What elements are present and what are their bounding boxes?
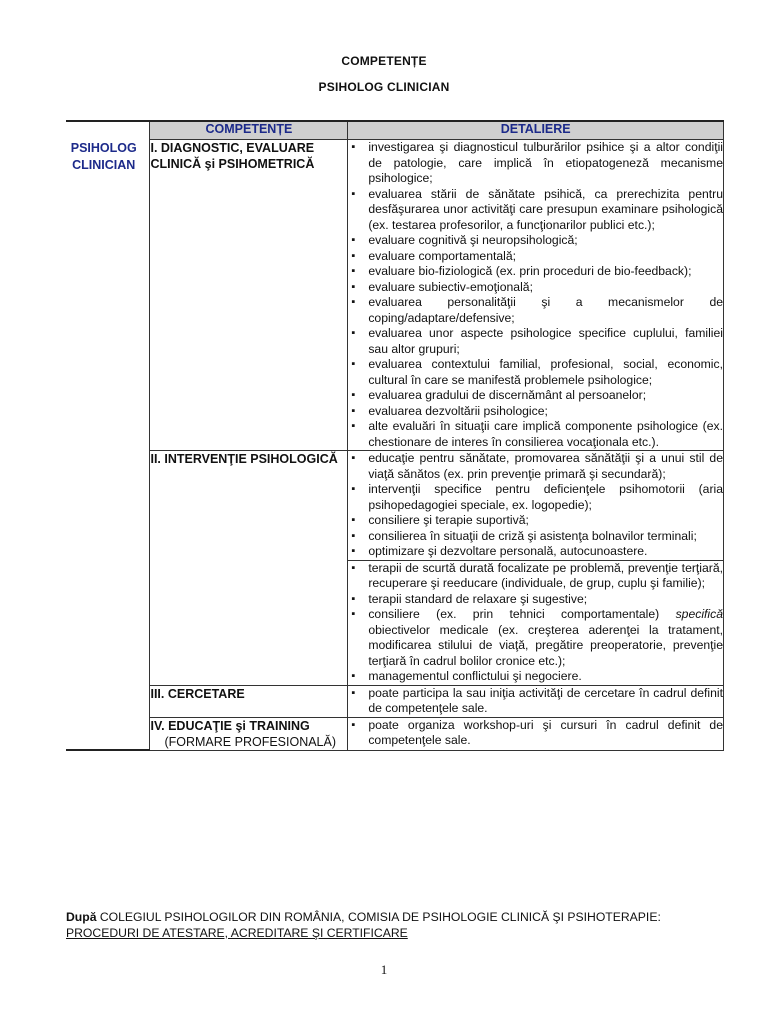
details-list (348, 451, 723, 560)
role-line-1: PSIHOLOG (70, 140, 137, 155)
details-list (348, 561, 723, 685)
detail-item: ▪ evaluarea stării de sănătate psihică, ca prerechizita pentru desfăşurarea unor activităţi care presupun examinare psihologică (ex. testarea profesorilor, a funcţionarilor publici etc.); (348, 187, 723, 234)
detail-item: ▪ consilierea în situaţii de criză şi asistenţa bolnavilor terminali; (348, 529, 723, 545)
detail-item: ▪ investigarea şi diagnosticul tulburărilor psihice şi a altor condiţii de patologie, care implică în etiopatogeneză mecanisme psihologice; (348, 140, 723, 187)
competence-cercetare: III. CERCETARE (150, 685, 348, 717)
detail-item: ▪ evaluarea gradului de discernământ al persoanelor; (348, 388, 723, 404)
detail-item: ▪ evaluare bio-fiziologică (ex. prin proceduri de bio-feedback); (348, 264, 723, 280)
table-corner-cell (66, 121, 150, 140)
detail-item: ▪ consiliere (ex. prin tehnici comportamentale) specifică obiectivelor medicale (ex. creşterea aderenţei la tratament, modificarea stilului de viaţă, pregătire preoperatorie, prevenţie terţiară în cadrul bolilor cronice etc.); (348, 607, 723, 669)
detail-item: ▪ evaluare comportamentală; (348, 249, 723, 265)
page-number: 1 (380, 962, 388, 977)
source-text: COLEGIUL PSIHOLOGILOR DIN ROMÂNIA, COMISIA DE PSIHOLOGIE CLINICĂ ŞI PSIHOTERAPIE: (96, 910, 661, 924)
document-subtitle: PSIHOLOG CLINICIAN (318, 80, 450, 94)
header-detaliere: DETALIERE (348, 121, 724, 140)
competence-educatie-sub: (FORMARE PROFESIONALĂ) (164, 734, 337, 749)
detail-item: ▪ terapii standard de relaxare şi sugestive; (348, 592, 723, 608)
competence-diagnostic: I. DIAGNOSTIC, EVALUARE CLINICĂ şi PSIHOMETRICĂ (150, 140, 348, 451)
document-title: COMPETENȚE (341, 54, 427, 68)
details-interventie-b (348, 560, 724, 685)
details-list (348, 686, 723, 717)
role-line-2: CLINICIAN (72, 157, 136, 172)
detail-item: ▪ evaluarea dezvoltării psihologice; (348, 404, 723, 420)
detail-item: ▪ terapii de scurtă durată focalizate pe problemă, prevenţie terţiară, recuperare şi reeducare (individuale, de grup, cuplu şi familie); (348, 561, 723, 592)
detail-item: ▪ consiliere şi terapie suportivă; (348, 513, 723, 529)
header-competente: COMPETENȚE (150, 121, 348, 140)
details-interventie-a (348, 451, 724, 561)
detail-item: ▪ evaluarea contextului familial, profesional, social, economic, cultural în care se manifestă problemele psihologice; (348, 357, 723, 388)
competence-educatie (150, 717, 348, 750)
competence-table (66, 120, 724, 751)
detail-item: ▪ educaţie pentru sănătate, promovarea sănătăţii şi a unui stil de viaţă sănătos (ex. prin prevenţie primară şi secundară); (348, 451, 723, 482)
detail-item: ▪ evaluare cognitivă şi neuropsihologică; (348, 233, 723, 249)
detail-item: ▪ evaluarea unor aspecte psihologice specifice cuplului, familiei sau altor grupuri; (348, 326, 723, 357)
detail-item: ▪ alte evaluări în situaţii care implică componente psihologice (ex. chestionare de interes în consilierea vocaţionala etc.). (348, 419, 723, 450)
details-diagnostic (348, 140, 724, 451)
source-link[interactable]: PROCEDURI DE ATESTARE, ACREDITARE ŞI CERTIFICARE (66, 926, 408, 940)
role-cell (66, 140, 150, 751)
source-prefix: După (66, 910, 97, 924)
details-cercetare (348, 685, 724, 717)
detail-item: ▪ poate organiza workshop-uri şi cursuri în cadrul definit de competenţele sale. (348, 718, 723, 749)
competence-interventie: II. INTERVENŢIE PSIHOLOGICĂ (150, 451, 348, 686)
source-note (66, 909, 726, 941)
detail-item: ▪ evaluarea personalităţii şi a mecanismelor de coping/adaptare/defensive; (348, 295, 723, 326)
details-list (348, 718, 723, 749)
details-list (348, 140, 723, 450)
emphasis-text: specifică (675, 607, 723, 621)
details-educatie (348, 717, 724, 750)
detail-item: ▪ evaluare subiectiv-emoţională; (348, 280, 723, 296)
detail-item: ▪ intervenţii specifice pentru deficienţele psihomotorii (aria psihopedagogiei speciale, ex. logopedie); (348, 482, 723, 513)
detail-item: ▪ optimizare şi dezvoltare personală, autocunoastere. (348, 544, 723, 560)
competence-educatie-title: IV. EDUCAŢIE şi TRAINING (150, 718, 310, 733)
detail-item: ▪ poate participa la sau iniţia activităţi de cercetare în cadrul definit de competenţele sale. (348, 686, 723, 717)
detail-item: ▪ managementul conflictului şi negociere. (348, 669, 723, 685)
